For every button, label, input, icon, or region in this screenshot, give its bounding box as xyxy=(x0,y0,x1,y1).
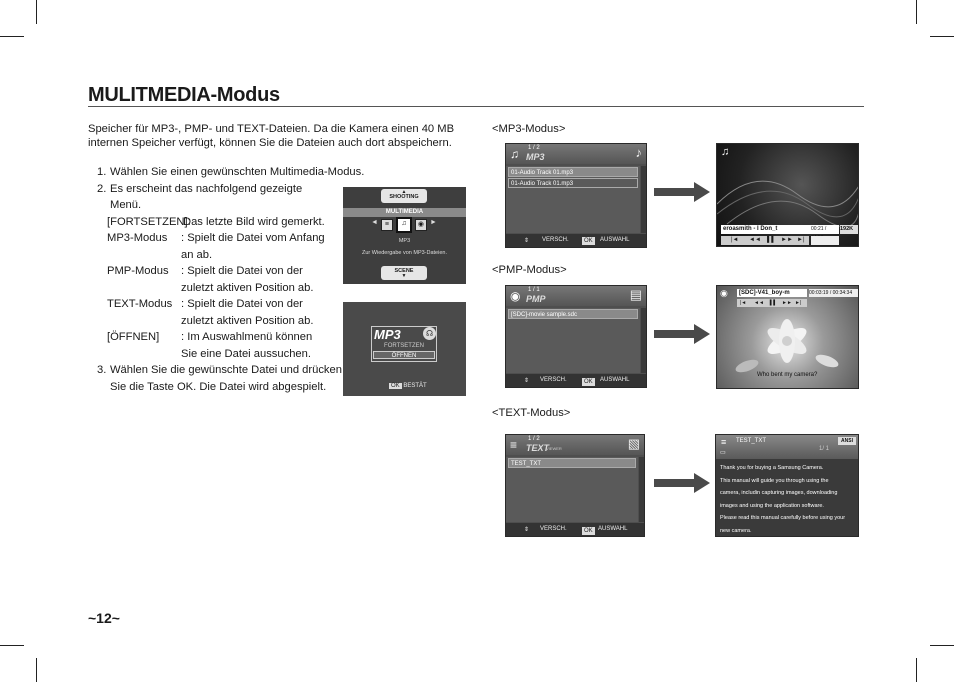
viewer-filename: TEST_TXT xyxy=(736,438,767,444)
title-rule xyxy=(88,106,864,107)
crop-mark xyxy=(930,36,954,37)
playback-controls xyxy=(721,236,809,245)
caption-pmp: <PMP-Modus> xyxy=(492,264,567,276)
text-footer-bar: ⇕ VERSCH. OK AUSWAHL xyxy=(506,523,644,536)
down-arrow-icon: ▼ xyxy=(401,273,407,279)
text-mode-icon: ≡ xyxy=(381,219,393,231)
list-item[interactable]: 01-Audio Track 01.mp3 xyxy=(508,167,638,177)
battery-icon: ▭ xyxy=(720,450,726,456)
crop-mark xyxy=(36,0,37,24)
pmp-mode-icon: ◉ xyxy=(415,219,427,231)
updown-icon: ⇕ xyxy=(524,238,530,244)
text-line: camera, includin capturing images, downloading xyxy=(720,490,838,496)
video-time: 00:03:19 / 00:34:34 xyxy=(809,289,858,297)
forward-icon[interactable]: ►► xyxy=(782,300,792,306)
book-deco-icon: ▧ xyxy=(627,436,640,451)
music-note-icon: ♫ xyxy=(510,147,519,161)
updown-icon: ⇕ xyxy=(524,378,530,384)
right-arrow-icon: ► xyxy=(429,219,437,226)
text-line: This manual will guide you through using the xyxy=(720,477,829,484)
menu-icons xyxy=(371,219,437,233)
menu-header: MULTIMEDIA xyxy=(343,208,466,217)
shooting-tab: ▲ SHOOTING xyxy=(381,189,427,203)
text-line: new camera. xyxy=(720,527,752,534)
open-option[interactable]: ÖFFNEN xyxy=(373,351,435,359)
menu-hint: Zur Wiedergabe von MP3-Dateien. xyxy=(362,250,447,256)
option-fortsetzen: [FORTSETZEN]: Das letzte Bild wird gemerkt. xyxy=(107,215,325,228)
pmp-file-list xyxy=(506,308,640,373)
list-item[interactable]: TEST_TXT xyxy=(508,458,636,468)
steps-list xyxy=(97,164,364,395)
mp3-logo: MP3 xyxy=(374,327,401,342)
pmp-playback-screen xyxy=(716,285,859,389)
mp3-footer: OK BESTÄT xyxy=(391,383,427,389)
rewind-icon[interactable]: ◄◄ xyxy=(749,237,761,243)
menu-mode-label: MP3 xyxy=(398,238,411,244)
prev-icon[interactable]: |◄ xyxy=(740,300,747,306)
list-item[interactable]: 01-Audio Track 01.mp3 xyxy=(508,178,638,188)
scrollbar[interactable] xyxy=(639,457,644,522)
scrollbar[interactable] xyxy=(641,308,646,373)
encoding-badge: ANSI xyxy=(838,437,856,445)
text-header: ≡ 1 / 2 TEXT VIEWER ▧ xyxy=(506,435,644,455)
track-title: eroasmith - I Don_t xyxy=(721,225,811,234)
step-2-cont: Menü. xyxy=(110,199,142,211)
crop-mark xyxy=(930,645,954,646)
mp3-file-list xyxy=(506,166,640,233)
option-oeffnen: [ÖFFNEN] : Im Auswahlmenü können Sie eine Datei aussuchen. xyxy=(107,331,313,360)
mp3-start-screen xyxy=(343,302,466,396)
list-item[interactable]: [SDC]-movie sample.sdc xyxy=(508,309,638,319)
mp3-list-screen xyxy=(505,143,647,248)
text-line: Please read this manual carefully before using your xyxy=(720,515,846,521)
rewind-icon[interactable]: ◄◄ xyxy=(754,300,764,306)
music-note-icon: ♫ xyxy=(721,146,730,158)
viewer-text xyxy=(720,462,858,537)
option-text: TEXT-Modus : Spielt die Datei von der zuletzt aktiven Position ab. xyxy=(107,298,314,327)
text-file-list xyxy=(506,457,638,522)
prev-icon[interactable]: |◄ xyxy=(731,237,739,243)
right-arrow-icon xyxy=(654,324,710,344)
crop-mark xyxy=(0,645,24,646)
text-list-screen xyxy=(505,434,645,537)
music-deco-icon: ♪ xyxy=(635,145,642,160)
play-icon[interactable]: ▐▐ xyxy=(768,300,776,306)
updown-icon: ⇕ xyxy=(524,527,530,533)
bitrate: 192K xyxy=(840,225,858,234)
step-3-cont: Sie die Taste OK. Die Datei wird abgespielt. xyxy=(110,380,327,393)
resume-option[interactable]: FORTSETZEN xyxy=(384,343,424,349)
pmp-list-screen xyxy=(505,285,647,388)
step-2: 2. Es erscheint das nachfolgend gezeigte xyxy=(97,182,303,195)
ok-key: OK xyxy=(391,383,400,389)
headphones-icon: ☊ xyxy=(423,327,436,340)
viewer-page: 1/ 1 xyxy=(819,446,830,452)
volume-bar[interactable] xyxy=(811,236,839,245)
mp3-footer-bar: ⇕ VERSCH. OK AUSWAHL xyxy=(506,234,646,247)
next-icon[interactable]: ►| xyxy=(795,300,802,306)
video-title: [SDC]-V41_boy-m xyxy=(737,289,807,297)
option-pmp: PMP-Modus : Spielt die Datei von der zuletzt aktiven Position ab. xyxy=(107,265,314,294)
left-arrow-icon: ◄ xyxy=(371,219,378,226)
mp3-playback-screen xyxy=(716,143,859,247)
step-1: 1. Wählen Sie einen gewünschten Multimedia-Modus. xyxy=(97,166,365,178)
text-viewer-screen xyxy=(715,434,859,537)
right-arrow-icon xyxy=(654,182,710,202)
crop-mark xyxy=(0,36,24,37)
scene-tab: SCENE ▼ xyxy=(381,266,427,280)
document-icon: ≡ xyxy=(510,438,518,452)
caption-mp3: <MP3-Modus> xyxy=(492,123,566,135)
page-title: MULITMEDIA-Modus xyxy=(88,84,280,106)
document-icon: ≡ xyxy=(721,437,727,447)
up-arrow-icon: ▲ xyxy=(401,189,407,195)
film-icon: ◉ xyxy=(510,289,521,303)
subtitle-text: Who bent my camera? xyxy=(757,372,818,378)
crop-mark xyxy=(916,0,917,24)
track-time: 00:21 / xyxy=(811,225,839,234)
film-icon: ◉ xyxy=(720,288,728,298)
intro-text: Speicher für MP3-, PMP- und TEXT-Dateien. Da die Kamera einen 40 MB internen Speicher verfügt, können Sie die Dateien auch dort abspeichern. xyxy=(88,123,455,149)
pmp-header: ◉ 1 / 1 PMP ▤ xyxy=(506,286,646,306)
next-icon[interactable]: ►| xyxy=(797,237,805,243)
caption-text: <TEXT-Modus> xyxy=(492,407,571,419)
forward-icon[interactable]: ►► xyxy=(781,237,793,243)
step-3: 3. Wählen Sie die gewünschte Datei und drücken xyxy=(97,364,342,376)
pmp-footer-bar: ⇕ VERSCH. OK AUSWAHL xyxy=(506,374,646,387)
page-number: ~12~ xyxy=(88,610,120,626)
text-line: images and using the application software. xyxy=(720,502,824,509)
crop-mark xyxy=(916,658,917,682)
mp3-mode-icon: ♫ xyxy=(396,217,412,233)
right-arrow-icon xyxy=(654,473,710,493)
video-controls xyxy=(737,299,807,307)
crop-mark xyxy=(36,658,37,682)
multimedia-menu-screen xyxy=(343,187,466,284)
filmstrip-deco-icon: ▤ xyxy=(629,287,642,302)
option-mp3: MP3-Modus : Spielt die Datei vom Anfang an ab. xyxy=(107,232,325,261)
scrollbar[interactable] xyxy=(641,166,646,233)
mp3-header: ♫ 1 / 2 MP3 ♪ xyxy=(506,144,646,164)
play-icon[interactable]: ▐▐ xyxy=(765,237,774,243)
text-line: Thank you for buying a Samsung Camera. xyxy=(720,465,824,471)
